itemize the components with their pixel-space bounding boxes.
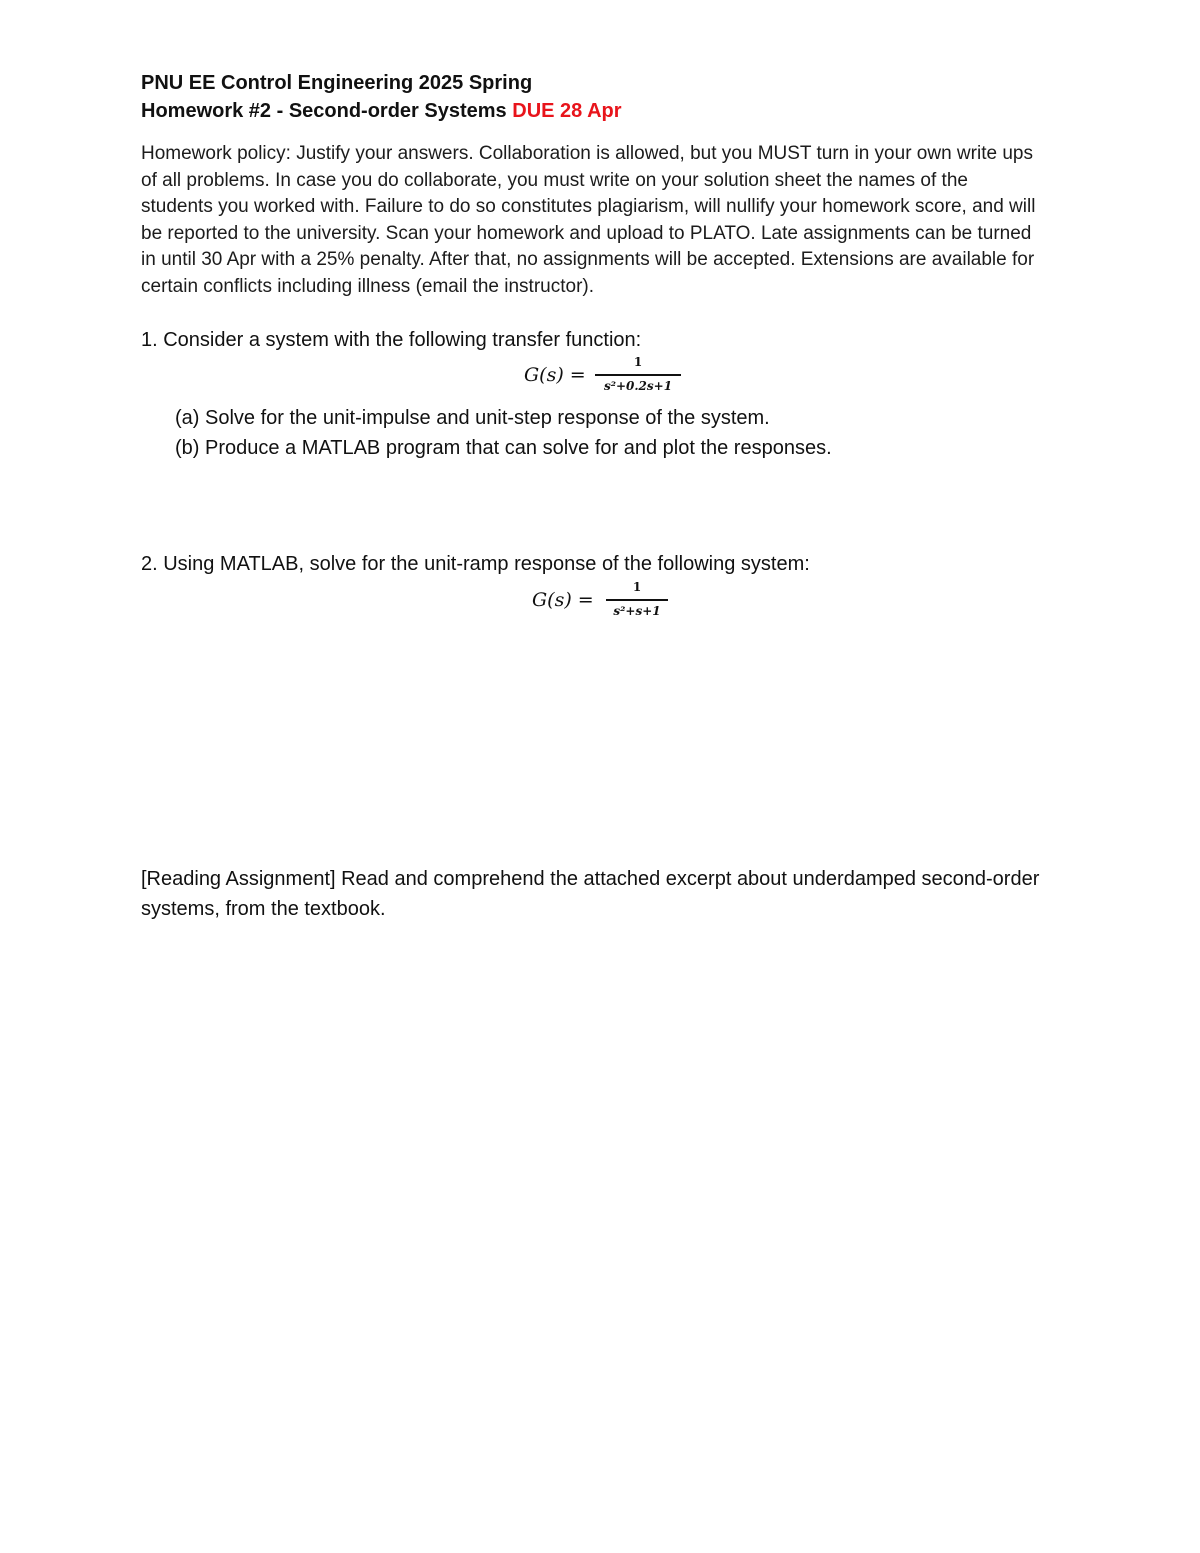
problem-2-prompt: 2. Using MATLAB, solve for the unit-ramp response of the following system: <box>141 553 810 575</box>
reading-assignment: [Reading Assignment] Read and comprehend the attached excerpt about underdamped second-order systems, from the textbook. <box>141 868 1040 920</box>
transfer-function-2 <box>528 580 678 630</box>
problem-1-prompt: 1. Consider a system with the following transfer function: <box>141 329 642 351</box>
equation-denominator: s²+s+1 <box>613 604 661 618</box>
equation-lhs: G(s) = <box>524 364 586 386</box>
homework-title <box>141 98 622 124</box>
equation-numerator: 1 <box>633 355 643 369</box>
problem-1-part-a: (a) Solve for the unit-impulse and unit-step response of the system. <box>175 407 770 429</box>
homework-title-text: Homework #2 - Second-order Systems <box>141 100 507 122</box>
transfer-function-1 <box>520 355 690 405</box>
fraction-bar <box>595 374 681 376</box>
equation-denominator: s²+0.2s+1 <box>603 379 673 393</box>
problem-1-part-b: (b) Produce a MATLAB program that can solve for and plot the responses. <box>175 437 832 459</box>
equation-lhs: G(s) = <box>532 589 594 611</box>
homework-policy: Homework policy: Justify your answers. Collaboration is allowed, but you MUST turn in your own write ups of all problems. In case you do collaborate, you must write on your solution sheet the names of the students you worked with. Failure to do so constitutes plagiarism, will nullify your homework score, and will be reported to the university. Scan your homework and upload to PLATO. Late assignments can be turned in until 30 Apr with a 25% penalty. After that, no assignments will be accepted. Extensions are available for certain conflicts including illness (email the instructor). <box>141 143 1036 297</box>
course-title: PNU EE Control Engineering 2025 Spring <box>141 72 533 94</box>
equation-numerator: 1 <box>632 580 642 594</box>
due-date: DUE 28 Apr <box>512 100 622 122</box>
fraction-bar <box>606 599 668 601</box>
